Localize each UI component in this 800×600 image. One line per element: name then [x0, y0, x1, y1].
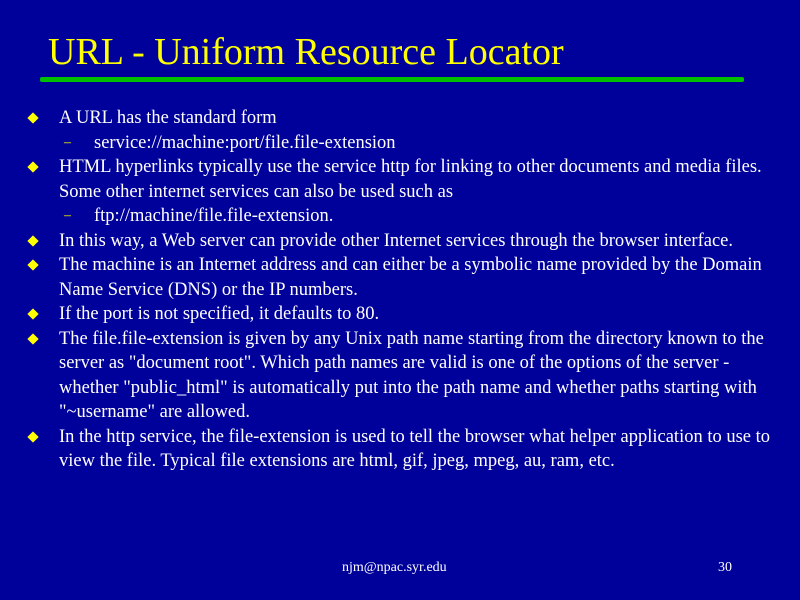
sub-item — [24, 204, 774, 229]
bullet-text: HTML hyperlinks typically use the service http for linking to other documents and media files. Some other internet services can also be used such as — [59, 157, 762, 202]
sub-item — [24, 131, 774, 156]
bullet-text: A URL has the standard form — [59, 108, 277, 128]
slide-content — [24, 106, 774, 474]
title-underline — [40, 77, 744, 82]
bullet-item — [24, 253, 774, 302]
bullet-text: In the http service, the file-extension is used to tell the browser what helper application to use to view the file. Typical file extensions are html, gif, jpeg, mpeg, au, ram, etc. — [59, 426, 771, 471]
bullet-item — [24, 327, 774, 425]
diamond-bullet-icon — [27, 333, 38, 344]
bullet-item — [24, 302, 774, 327]
footer-email: njm@npac.syr.edu — [342, 560, 447, 575]
diamond-bullet-icon — [27, 161, 38, 172]
page-number: 30 — [718, 560, 732, 575]
slide-title: URL - Uniform Resource Locator — [48, 31, 564, 73]
dash-bullet-icon: – — [64, 208, 71, 223]
diamond-bullet-icon — [27, 235, 38, 246]
bullet-item — [24, 106, 774, 131]
bullet-text: In this way, a Web server can provide other Internet services through the browser interface. — [59, 230, 734, 251]
diamond-bullet-icon — [27, 112, 38, 123]
sub-item-text: service://machine:port/file.file-extension — [94, 132, 396, 153]
bullet-item — [24, 155, 774, 204]
diamond-bullet-icon — [27, 431, 38, 442]
sub-item-text: ftp://machine/file.file-extension. — [94, 206, 334, 226]
bullet-item — [24, 229, 774, 254]
bullet-text: The file.file-extension is given by any Unix path name starting from the directory known to the server as "document root". Which path names are valid is one of the options of the server - whether "public_html" is automatically put into the path name and whether paths starting with "~username" are allowed. — [59, 328, 764, 422]
bullet-text: If the port is not specified, it defaults to 80. — [59, 304, 380, 324]
bullet-item — [24, 425, 774, 474]
bullet-text: The machine is an Internet address and can either be a symbolic name provided by the Domain Name Service (DNS) or the IP numbers. — [59, 255, 762, 300]
diamond-bullet-icon — [27, 259, 38, 270]
dash-bullet-icon: – — [64, 134, 71, 150]
diamond-bullet-icon — [27, 308, 38, 319]
